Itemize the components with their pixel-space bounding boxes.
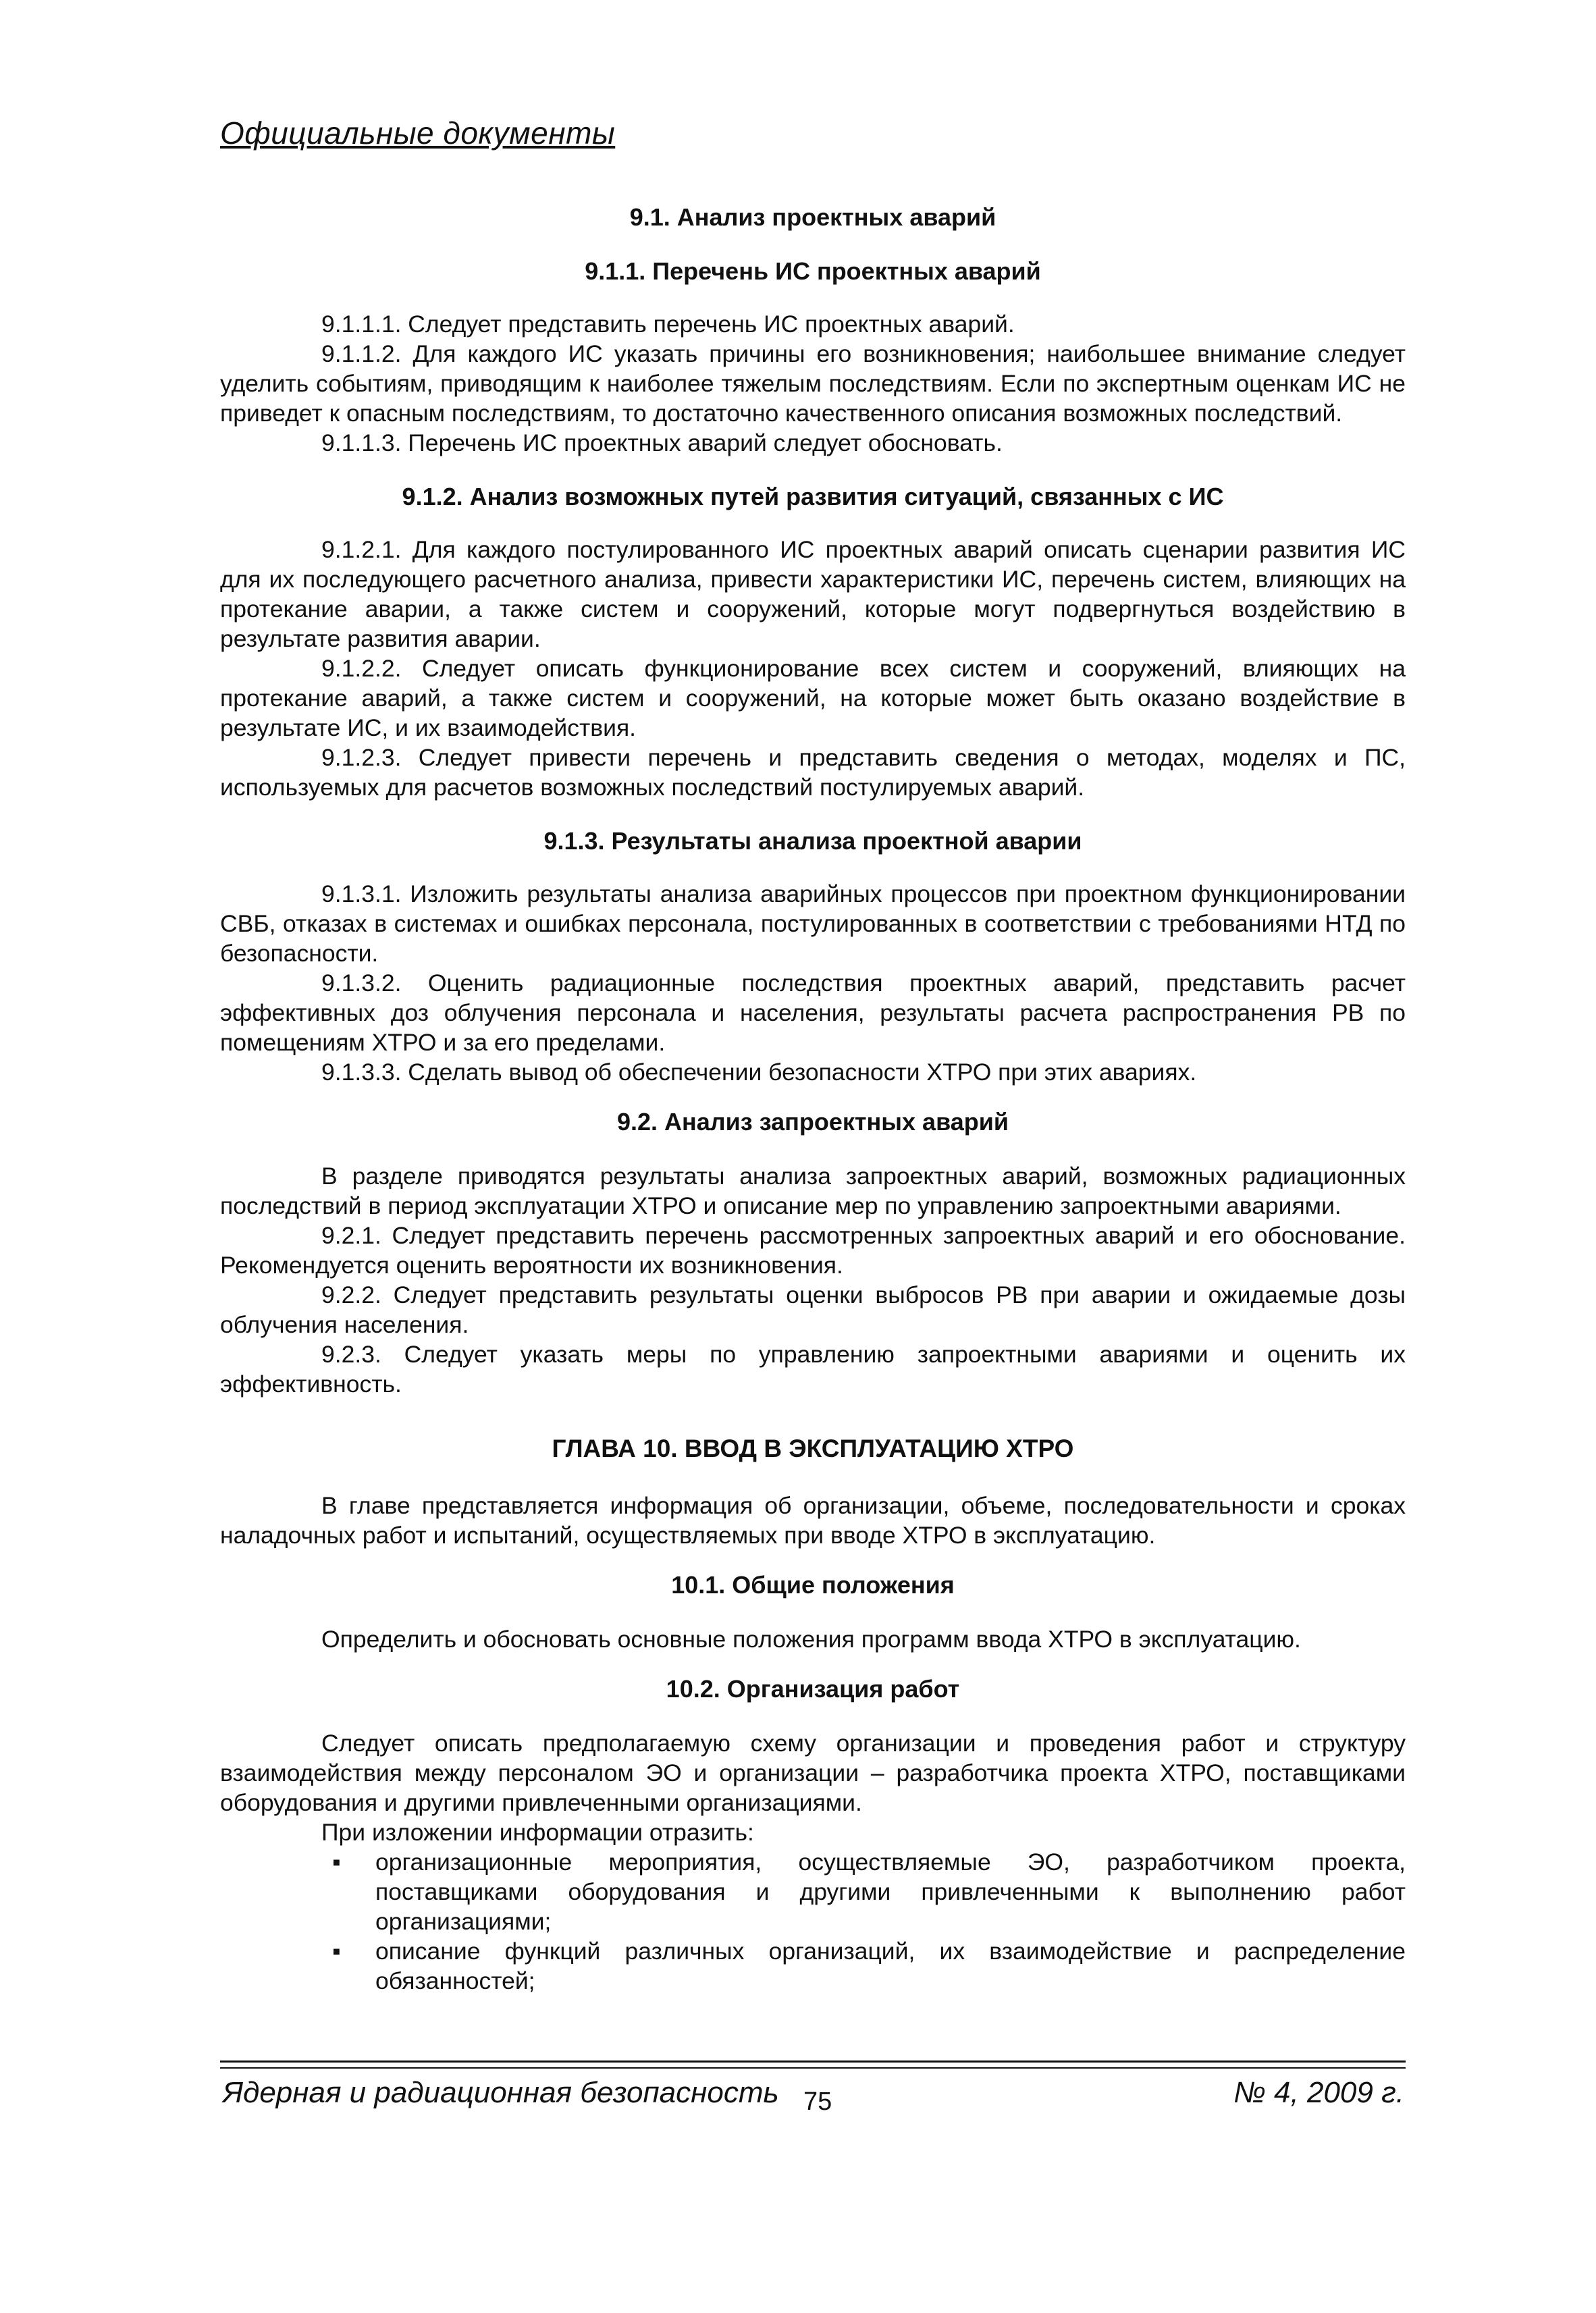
section-heading-9-1-2: 9.1.2. Анализ возможных путей развития ситуаций, связанных с ИС: [402, 483, 1224, 510]
paragraph-9-1-2-2: 9.1.2.2. Следует описать функционирование всех систем и сооружений, влияющих на протекание аварий, а также систем и сооружений, на которые может быть оказано воздействие в результате ИС, и их взаимодействия.: [220, 655, 1406, 741]
section-heading-9-2: 9.2. Анализ запроектных аварий: [616, 1108, 1009, 1136]
paragraph-9-1-1-2: 9.1.1.2. Для каждого ИС указать причины его возникновения; наибольшее внимание следует уделить событиям, приводящим к наиболее тяжелым последствиям. Если по экспертным оценкам ИС не приведет к опасным последствиям, то достаточно качественного описания возможных последствий.: [220, 340, 1406, 427]
paragraph-10-2-1: Следует описать предполагаемую схему организации и проведения работ и структуру взаимодействия между персоналом ЭО и организации – разработчика проекта ХТРО, поставщиками оборудования и другими привлеченными организациями.: [220, 1730, 1406, 1816]
list-item-text: организационные мероприятия, осуществляемые ЭО, разработчиком проекта, поставщиками оборудования и другими привлеченными к выполнению работ организациями;: [375, 1849, 1406, 1935]
chapter-heading-10: ГЛАВА 10. ВВОД В ЭКСПЛУАТАЦИЮ ХТРО: [552, 1435, 1074, 1462]
paragraph-9-1-1-1: 9.1.1.1. Следует представить перечень ИС проектных аварий.: [321, 311, 1015, 338]
paragraph-9-1-3-1: 9.1.3.1. Изложить результаты анализа аварийных процессов при проектном функционировании СВБ, отказах в системах и ошибках персонала, постулированных в соответствии с требованиями НТД по безопасности.: [220, 880, 1406, 967]
section-heading-10-1: 10.1. Общие положения: [671, 1571, 955, 1599]
running-header: Официальные документы: [220, 115, 616, 151]
footer-issue: № 4, 2009 г.: [1233, 2076, 1404, 2109]
list-item-text: описание функций различных организаций, их взаимодействие и распределение обязанностей;: [375, 1938, 1406, 1994]
page-number: 75: [803, 2088, 832, 2116]
section-heading-10-2: 10.2. Организация работ: [666, 1675, 960, 1703]
paragraph-9-1-2-1: 9.1.2.1. Для каждого постулированного ИС проектных аварий описать сценарии развития ИС для их последующего расчетного анализа, привести характеристики ИС, перечень систем, влияющих на протекание аварии, а также систем и сооружений, которые могут подвергнуться воздействию в результате развития аварии.: [220, 536, 1406, 652]
bullet-marker-icon: ▪: [332, 1849, 341, 1876]
page-body: [220, 203, 1406, 1996]
bullet-list: [220, 1847, 1406, 1996]
paragraph-9-1-2-3: 9.1.2.3. Следует привести перечень и представить сведения о методах, моделях и ПС, используемых для расчетов возможных последствий постулируемых аварий.: [220, 744, 1406, 801]
bullet-marker-icon: ▪: [332, 1938, 341, 1965]
list-item: [220, 1936, 1406, 1996]
paragraph-9-1-3-3: 9.1.3.3. Сделать вывод об обеспечении безопасности ХТРО при этих авариях.: [321, 1059, 1197, 1086]
paragraph-9-2-intro: В разделе приводятся результаты анализа запроектных аварий, возможных радиационных последствий в период эксплуатации ХТРО и описание мер по управлению запроектными авариями.: [220, 1163, 1406, 1219]
section-heading-9-1: 9.1. Анализ проектных аварий: [629, 203, 996, 231]
paragraph-10-2-2: При изложении информации отразить:: [321, 1819, 754, 1846]
footer-journal-title: Ядерная и радиационная безопасность: [223, 2076, 779, 2109]
paragraph-9-1-3-2: 9.1.3.2. Оценить радиационные последствия проектных аварий, представить расчет эффективных доз облучения персонала и населения, результаты расчета распространения РВ по помещениям ХТРО и за его пределами.: [220, 969, 1406, 1056]
paragraph-chapter-10-intro: В главе представляется информация об организации, объеме, последовательности и сроках наладочных работ и испытаний, осуществляемых при вводе ХТРО в эксплуатацию.: [220, 1492, 1406, 1549]
section-heading-9-1-3: 9.1.3. Результаты анализа проектной аварии: [543, 827, 1082, 855]
paragraph-10-1: Определить и обосновать основные положения программ ввода ХТРО в эксплуатацию.: [321, 1626, 1301, 1653]
footer-divider: [220, 2067, 1406, 2069]
paragraph-9-1-1-3: 9.1.1.3. Перечень ИС проектных аварий следует обосновать.: [321, 429, 1003, 456]
footer-divider: [220, 2061, 1406, 2063]
paragraph-9-2-1: 9.2.1. Следует представить перечень рассмотренных запроектных аварий и его обоснование. Рекомендуется оценить вероятности их возникновения.: [220, 1222, 1406, 1279]
section-heading-9-1-1: 9.1.1. Перечень ИС проектных аварий: [585, 257, 1041, 285]
paragraph-9-2-2: 9.2.2. Следует представить результаты оценки выбросов РВ при аварии и ожидаемые дозы облучения населения.: [220, 1281, 1406, 1338]
list-item: [220, 1847, 1406, 1936]
paragraph-9-2-3: 9.2.3. Следует указать меры по управлению запроектными авариями и оценить их эффективность.: [220, 1341, 1406, 1398]
